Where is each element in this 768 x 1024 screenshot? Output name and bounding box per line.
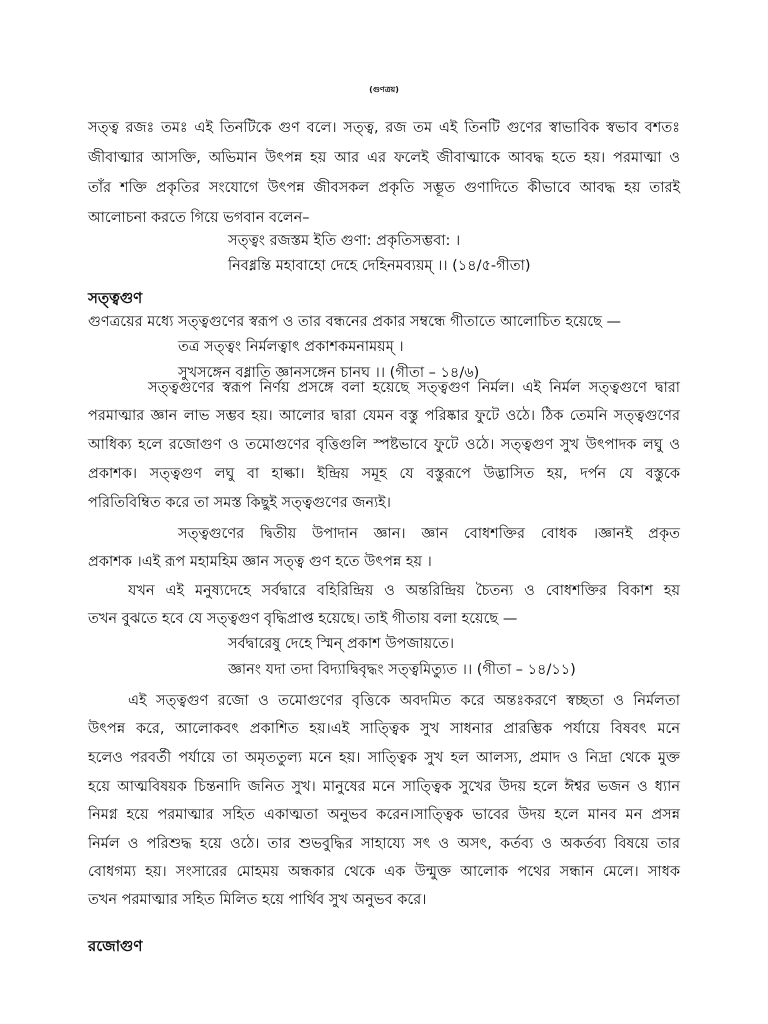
- para-4-line-1: যখন এই মনুষ্যদেহে সর্বদ্বারে বহিরিন্দ্রিয় ও অন্তরিন্দ্রিয় চৈতন্য ও বোধশক্তির বিকাশ হয়: [128, 583, 680, 599]
- intro-line-4: আলোচনা করতে গিয়ে ভগবান বলেন–: [88, 210, 310, 226]
- sattva-intro: গুণত্রয়ের মধ্যে সত্ত্বগুণের স্বরূপ ও তার বন্ধনের প্রকার সম্বন্ধে গীতাতে আলোচিত হয়েছে —: [88, 314, 622, 330]
- verse-3-line-2: জ্ঞানং যদা তদা বিদ্যাদ্বিবৃদ্ধং সত্ত্বমিত্যুত ।। (গীতা – ১৪/১১): [228, 662, 576, 678]
- para-2-line-1: সত্ত্বগুণের স্বরূপ নির্ণয় প্রসঙ্গে বলা হয়েছে সত্ত্বগুণ নির্মল। এই নির্মল সত্ত্বগুণে দ্বারা: [148, 380, 680, 396]
- intro-line-1: সত্ত্ব রজঃ তমঃ এই তিনটিকে গুণ বলে। সত্ত্ব, রজ তম এই তিনটি গুণের স্বাভাবিক স্বভাব বশতঃ: [88, 120, 680, 136]
- verse-1-line-2: নিবধ্নন্তি মহাবাহো দেহে দেহিনমব্যয়ম্ ।। (১৪/৫-গীতা): [228, 258, 531, 274]
- para-2-line-5: পরিতিবিম্বিত করে তা সমস্ত কিছুই সত্ত্বগুণের জন্যই।: [88, 495, 391, 511]
- para-5-line-8: তখন পরমাত্মার সহিত মিলিত হয়ে পার্থিব সুখ অনুভব করে।: [88, 892, 427, 908]
- verse-2-line-2: সুখসঙ্গেন বধ্নাতি জ্ঞানসঙ্গেন চানঘ ।। (গীতা – ১৪/৬): [178, 365, 480, 381]
- para-5-line-5: নিমগ্ন হয়ে পরমাত্মার সহিত একাত্মতা অনুভব করেন।সাত্ত্বিক ভাবের উদয় হলে মানব মন প্রসন্ন: [88, 807, 680, 823]
- para-5-line-2: উৎপন্ন করে, আলোকবৎ প্রকাশিত হয়।এই সাত্ত্বিক সুখ সাধনার প্রারম্ভিক পর্যায়ে বিষবৎ মনে: [88, 721, 680, 737]
- verse-2-line-1: তত্র সত্ত্বং নির্মলত্বাৎ প্রকাশকমনাময়ম্ ।: [178, 339, 404, 355]
- para-5-line-3: হলেও পরবর্তী পর্যায়ে তা অমৃততুল্য মনে হয়। সাত্ত্বিক সুখ হল আলস্য, প্রমাদ ও নিদ্রা থেকে মুক্ত: [88, 750, 680, 766]
- para-5-line-6: নির্মল ও পরিশুদ্ধ হয়ে ওঠে। তার শুভবুদ্ধির সাহায্যে সৎ ও অসৎ, কর্তব্য ও অকর্তব্য বিষয়ে তার: [88, 836, 680, 852]
- verse-1-line-1: সত্ত্বং রজস্তম ইতি গুণা: প্রকৃতিসম্ভবা: ।: [228, 233, 461, 249]
- section-heading-sattva: সত্ত্বগুণ: [88, 289, 143, 307]
- para-4-line-2: তখন বুঝতে হবে যে সত্ত্বগুণ বৃদ্ধিপ্রাপ্ত হয়েছে। তাই গীতায় বলা হয়েছে —: [88, 611, 518, 627]
- para-5-line-7: বোধগম্য হয়। সংসারের মোহময় অন্ধকার থেকে এক উন্মুক্ত আলোক পথের সন্ধান মেলে। সাধক: [88, 864, 680, 880]
- para-3-line-2: প্রকাশক ।এই রূপ মহামহিম জ্ঞান সত্ত্ব গুণ হতে উৎপন্ন হয় ।: [88, 554, 432, 570]
- section-heading-rajo: রজোগুণ: [88, 937, 143, 955]
- para-2-line-2: পরমাত্মার জ্ঞান লাভ সম্ভব হয়। আলোর দ্বারা যেমন বস্তু পরিষ্কার ফুটে ওঠে। ঠিক তেমনি সত্ত্বগুণের: [88, 408, 680, 424]
- page-title: (গুণত্রয়): [369, 85, 399, 94]
- para-5-line-1: এই সত্ত্বগুণ রজো ও তমোগুণের বৃত্তিকে অবদমিত করে অন্তঃকরণে স্বচ্ছতা ও নির্মলতা: [128, 693, 680, 709]
- intro-line-3: তাঁর শক্তি প্রকৃতির সংযোগে উৎপন্ন জীবসকল প্রকৃতি সম্ভূত গুণাদিতে কীভাবে আবদ্ধ হয় তারই: [88, 180, 680, 196]
- verse-3-line-1: সর্বদ্বারেষু দেহে স্মিন্ প্রকাশ উপজায়তে।: [228, 636, 455, 652]
- para-2-line-3: আধিক্য হলে রজোগুণ ও তমোগুণের বৃত্তিগুলি স্পষ্টভাবে ফুটে ওঠে। সত্ত্বগুণ সুখ উৎপাদক লঘু ও: [88, 437, 680, 453]
- para-3-line-1: সত্ত্বগুণের দ্বিতীয় উপাদান জ্ঞান। জ্ঞান বোধশক্তির বোধক ।জ্ঞানই প্রকৃত: [178, 526, 680, 542]
- para-2-line-4: প্রকাশক। সত্ত্বগুণ লঘু বা হাল্কা। ইন্দ্রিয় সমূহ যে বস্তুরূপে উদ্ভাসিত হয়, দর্পন যে বস্তুকে: [88, 466, 680, 482]
- para-5-line-4: হয়ে আত্মবিষয়ক চিন্তনাদি জনিত সুখ। মানুষের মনে সাত্ত্বিক সুখের উদয় হলে ঈশ্বর ভজন ও ধ্যান: [88, 779, 680, 795]
- intro-line-2: জীবাত্মার আসক্তি, অভিমান উৎপন্ন হয় আর এর ফলেই জীবাত্মাকে আবদ্ধ হতে হয়। পরমাত্মা ও: [88, 150, 680, 166]
